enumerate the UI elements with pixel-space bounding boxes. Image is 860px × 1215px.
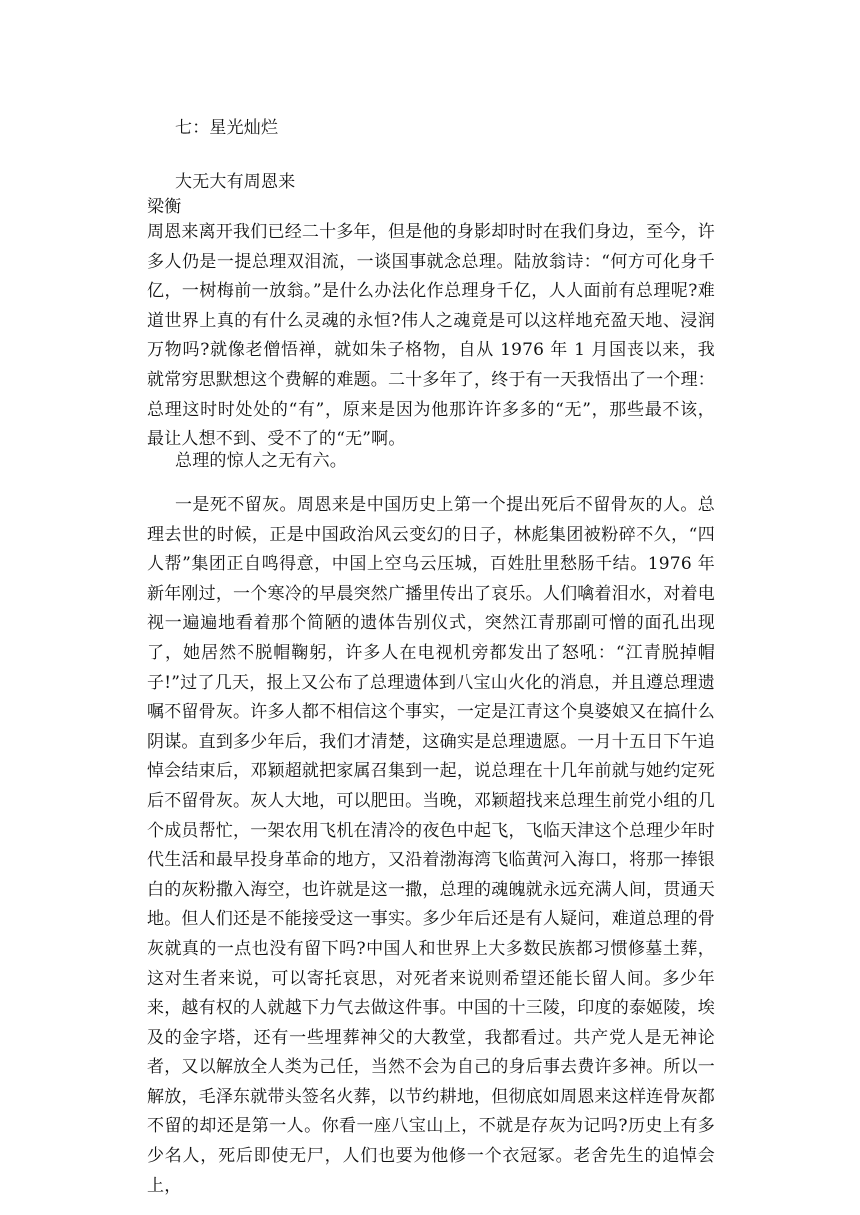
body-paragraph: 一是死不留灰。周恩来是中国历史上第一个提出死后不留骨灰的人。总理去世的时候，正是中国政治风云变幻的日子，林彪集团被粉碎不久，“四人帮”集团正自鸣得意，中国上空乌云压城，百姓肚里愁肠千结。1976 年新年刚过，一个寒冷的早晨突然广播里传出了哀乐。人们噙着泪水，对着电视一遍遍地看着那个简陋的遗体告别仪式，突然江青那副可憎的面孔出现了，她居然不脱帽鞠躬，许多人在电视机旁都发出了怒吼：“江青脱掉帽子!”过了几天，报上又公布了总理遗体到八宝山火化的消息，并且遵总理遗嘱不留骨灰。许多人都不相信这个事实，一定是江青这个臭婆娘又在搞什么阴谋。直到多少年后，我们才清楚，这确实是总理遗愿。一月十五日下午追悼会结束后，邓颖超就把家属召集到一起，说总理在十几年前就与她约定死后不留骨灰。灰人大地，可以肥田。当晚，邓颖超找来总理生前党小组的几个成员帮忙，一架农用飞机在清冷的夜色中起飞，飞临天津这个总理少年时代生活和最早投身革命的地方，又沿着渤海湾飞临黄河入海口，将那一捧银白的灰粉撒入海空，也许就是这一撒，总理的魂魄就永远充满人间，贯通天地。但人们还是不能接受这一事实。多少年后还是有人疑问，难道总理的骨灰就真的一点也没有留下吗?中国人和世界上大多数民族都习惯修墓土葬，这对生者来说，可以寄托哀思，对死者来说则希望还能长留人间。多少年来，越有权的人就越下力气去做这件事。中国的十三陵，印度的泰姬陵，埃及的金字塔，还有一些埋葬神父的大教堂，我都看过。共产党人是无神论者，又以解放全人类为己任，当然不会为自己的身后事去费许多神。所以一解放，毛泽东就带头签名火葬，以节约耕地，但彻底如周恩来这样连骨灰都不留的却还是第一人。你看一座八宝山上，不就是存灰为记吗?历史上有多少名人，死后即使无尸，人们也要为他修一个衣冠冢。老舍先生的追悼会上， bbox=[147, 495, 715, 1196]
section-title: 七：星光灿烂 bbox=[175, 118, 279, 138]
article-title: 大无大有周恩来 bbox=[175, 172, 296, 192]
article-author: 梁衡 bbox=[147, 197, 182, 217]
body-paragraph: 周恩来离开我们已经二十多年，但是他的身影却时时在我们身边，至今，许多人仍是一提总理双泪流，一谈国事就念总理。陆放翁诗：“何方可化身千亿，一树梅前一放翁。”是什么办法化作总理身千亿，人人面前有总理呢?难道世界上真的有什么灵魂的永恒?伟人之魂竟是可以这样地充盈天地、浸润万物吗?就像老僧悟禅，就如朱子格物，自从 1976 年 1 月国丧以来，我就常穷思默想这个费解的难题。二十多年了，终于有一天我悟出了一个理：总理这时时处处的“有”，原来是因为他那许许多多的“无”，那些最不该，最让人想不到、受不了的“无”啊。 bbox=[147, 222, 715, 450]
body-paragraph: 总理的惊人之无有六。 bbox=[175, 451, 347, 471]
